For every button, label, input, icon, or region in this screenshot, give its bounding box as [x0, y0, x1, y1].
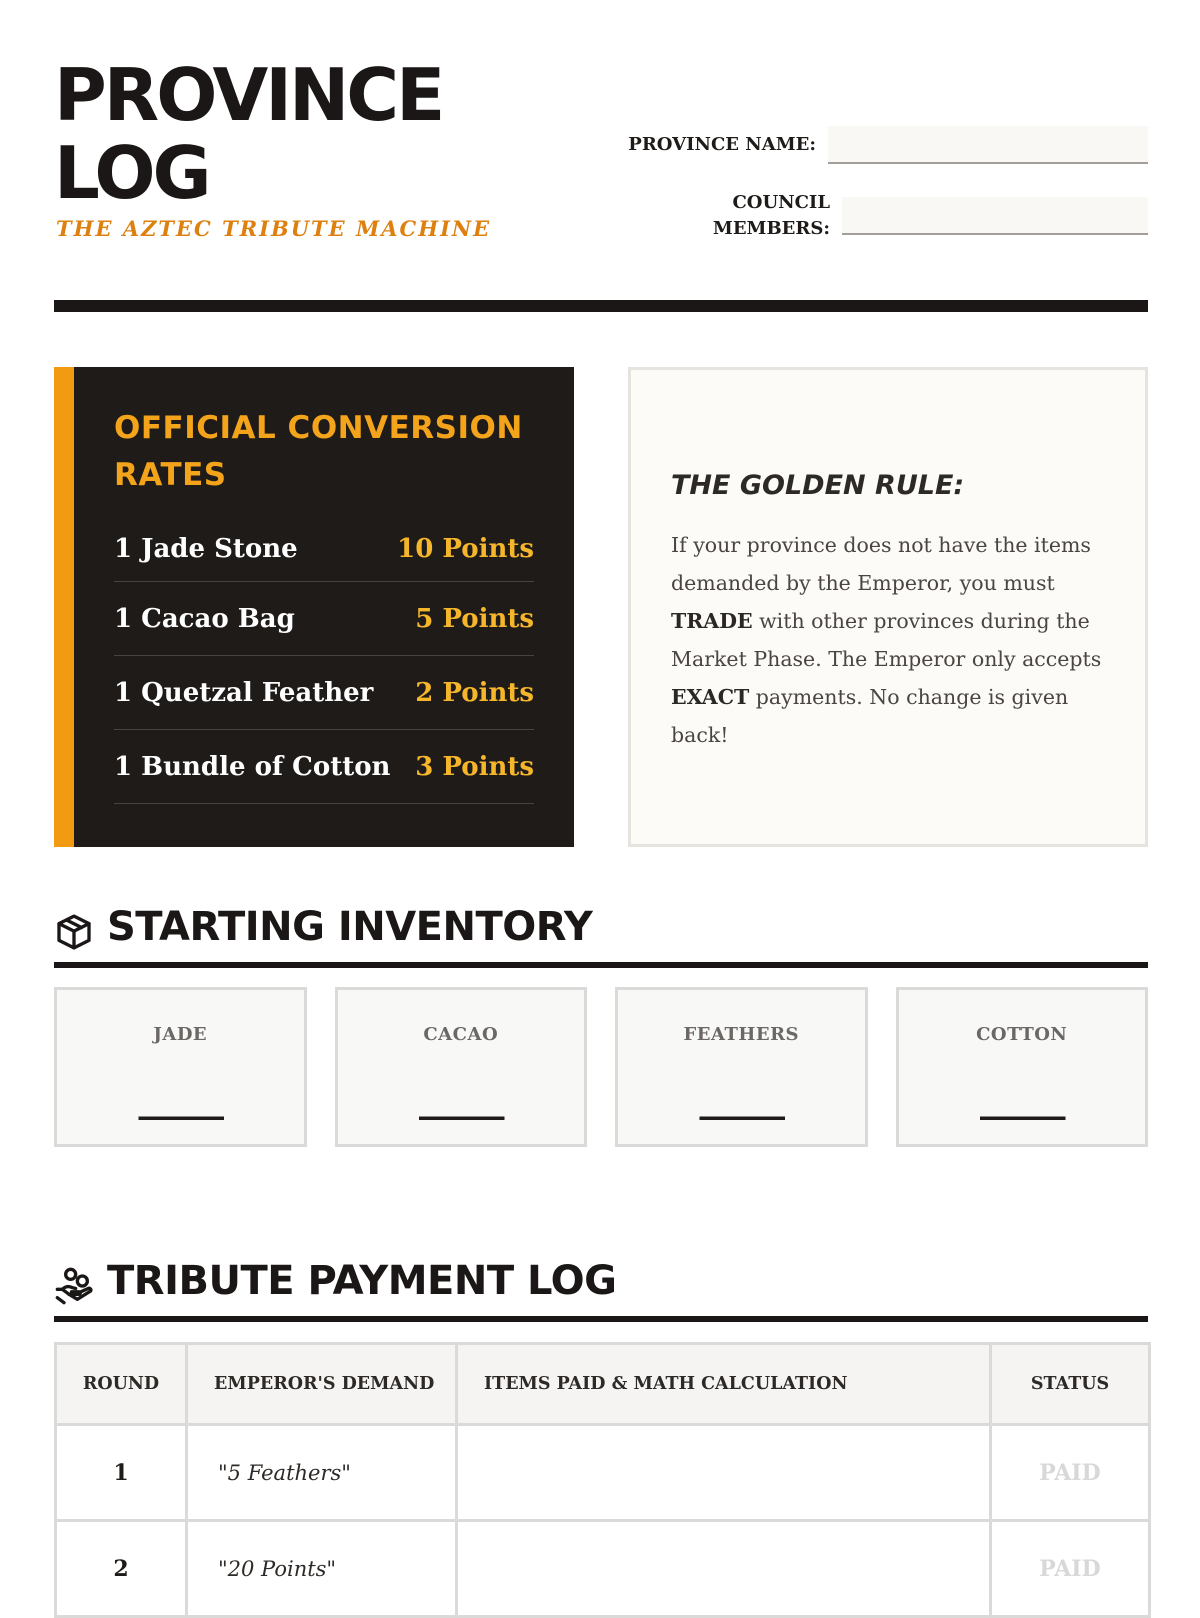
starting-inventory-title: STARTING INVENTORY	[107, 904, 593, 950]
table-row	[56, 1521, 1150, 1617]
council-members-row	[713, 190, 1148, 242]
rule-emphasis-trade: TRADE	[671, 609, 753, 633]
inventory-card-label: JADE	[153, 1024, 208, 1045]
rule-emphasis-exact: EXACT	[671, 685, 750, 709]
inventory-card-blank: ____	[138, 1076, 222, 1120]
rate-item: 1 Quetzal Feather	[114, 677, 374, 708]
rate-points: 5 Points	[415, 603, 534, 634]
inventory-card-cotton[interactable]	[896, 987, 1149, 1147]
box-icon	[54, 912, 94, 952]
golden-rule-panel	[628, 367, 1148, 847]
col-status: STATUS	[991, 1344, 1150, 1425]
province-name-input[interactable]	[828, 126, 1148, 164]
tribute-log-header	[54, 1254, 1148, 1322]
rate-points: 2 Points	[415, 677, 534, 708]
rate-item: 1 Jade Stone	[114, 534, 298, 564]
conversion-rates-panel	[54, 367, 574, 847]
col-emperor-demand: EMPEROR'S DEMAND	[187, 1344, 457, 1425]
status-paid[interactable]: PAID	[991, 1425, 1150, 1521]
items-paid-cell[interactable]	[457, 1521, 991, 1617]
page-title	[54, 53, 443, 215]
golden-rule-text	[671, 526, 1111, 754]
conversion-rates-title: OFFICIAL CONVERSION RATES	[114, 410, 523, 493]
tribute-log-title: TRIBUTE PAYMENT LOG	[107, 1258, 617, 1304]
starting-inventory-header	[54, 900, 1148, 968]
inventory-card-feathers[interactable]	[615, 987, 868, 1147]
province-name-label: PROVINCE NAME:	[628, 134, 816, 155]
title-line-1: PROVINCE	[54, 53, 443, 137]
inventory-card-label: COTTON	[976, 1024, 1068, 1045]
col-items-paid: ITEMS PAID & MATH CALCULATION	[457, 1344, 991, 1425]
rule-text-part: payments. No change is given back!	[671, 685, 1069, 747]
rate-list	[114, 517, 534, 804]
emperor-demand: "5 Feathers"	[187, 1425, 457, 1521]
inventory-card-blank: ____	[418, 1076, 503, 1120]
inventory-card-label: FEATHERS	[683, 1024, 800, 1045]
inventory-card-cacao[interactable]	[335, 987, 588, 1147]
inventory-cards	[54, 987, 1148, 1147]
rate-item: 1 Cacao Bag	[114, 603, 295, 634]
rate-points: 10 Points	[397, 534, 534, 564]
col-round: ROUND	[56, 1344, 187, 1425]
round-number: 2	[56, 1521, 187, 1617]
tribute-log-table	[54, 1342, 1151, 1618]
rate-row-jade	[114, 517, 534, 582]
rule-text-part: with other provinces during the Market Phase. The Emperor only accepts	[671, 609, 1102, 671]
rate-row-cotton	[114, 730, 534, 804]
inventory-card-jade[interactable]	[54, 987, 307, 1147]
inventory-card-blank: ____	[979, 1076, 1064, 1120]
province-name-row	[628, 126, 1148, 164]
rate-item: 1 Bundle of Cotton	[114, 751, 391, 782]
council-label-line-2: MEMBERS:	[712, 218, 830, 239]
council-label-line-1: COUNCIL	[732, 192, 830, 213]
golden-rule-title: THE GOLDEN RULE:	[671, 470, 965, 501]
round-number: 1	[56, 1425, 187, 1521]
council-members-input[interactable]	[842, 197, 1148, 235]
emperor-demand: "20 Points"	[187, 1521, 457, 1617]
table-header-row	[56, 1344, 1150, 1425]
province-log-page	[54, 0, 1148, 1600]
rate-points: 3 Points	[415, 751, 534, 782]
council-members-label	[713, 190, 830, 242]
items-paid-cell[interactable]	[457, 1425, 991, 1521]
hand-coins-icon	[54, 1266, 94, 1306]
rate-row-feather	[114, 656, 534, 730]
table-row	[56, 1425, 1150, 1521]
title-line-2: LOG	[54, 131, 209, 215]
status-paid[interactable]: PAID	[991, 1521, 1150, 1617]
header-divider	[54, 300, 1148, 312]
rate-row-cacao	[114, 582, 534, 656]
rule-text-part: If your province does not have the items demanded by the Emperor, you must	[671, 533, 1091, 595]
inventory-card-blank: ____	[699, 1076, 783, 1120]
subtitle: THE AZTEC TRIBUTE MACHINE	[56, 216, 492, 241]
inventory-card-label: CACAO	[423, 1024, 499, 1045]
